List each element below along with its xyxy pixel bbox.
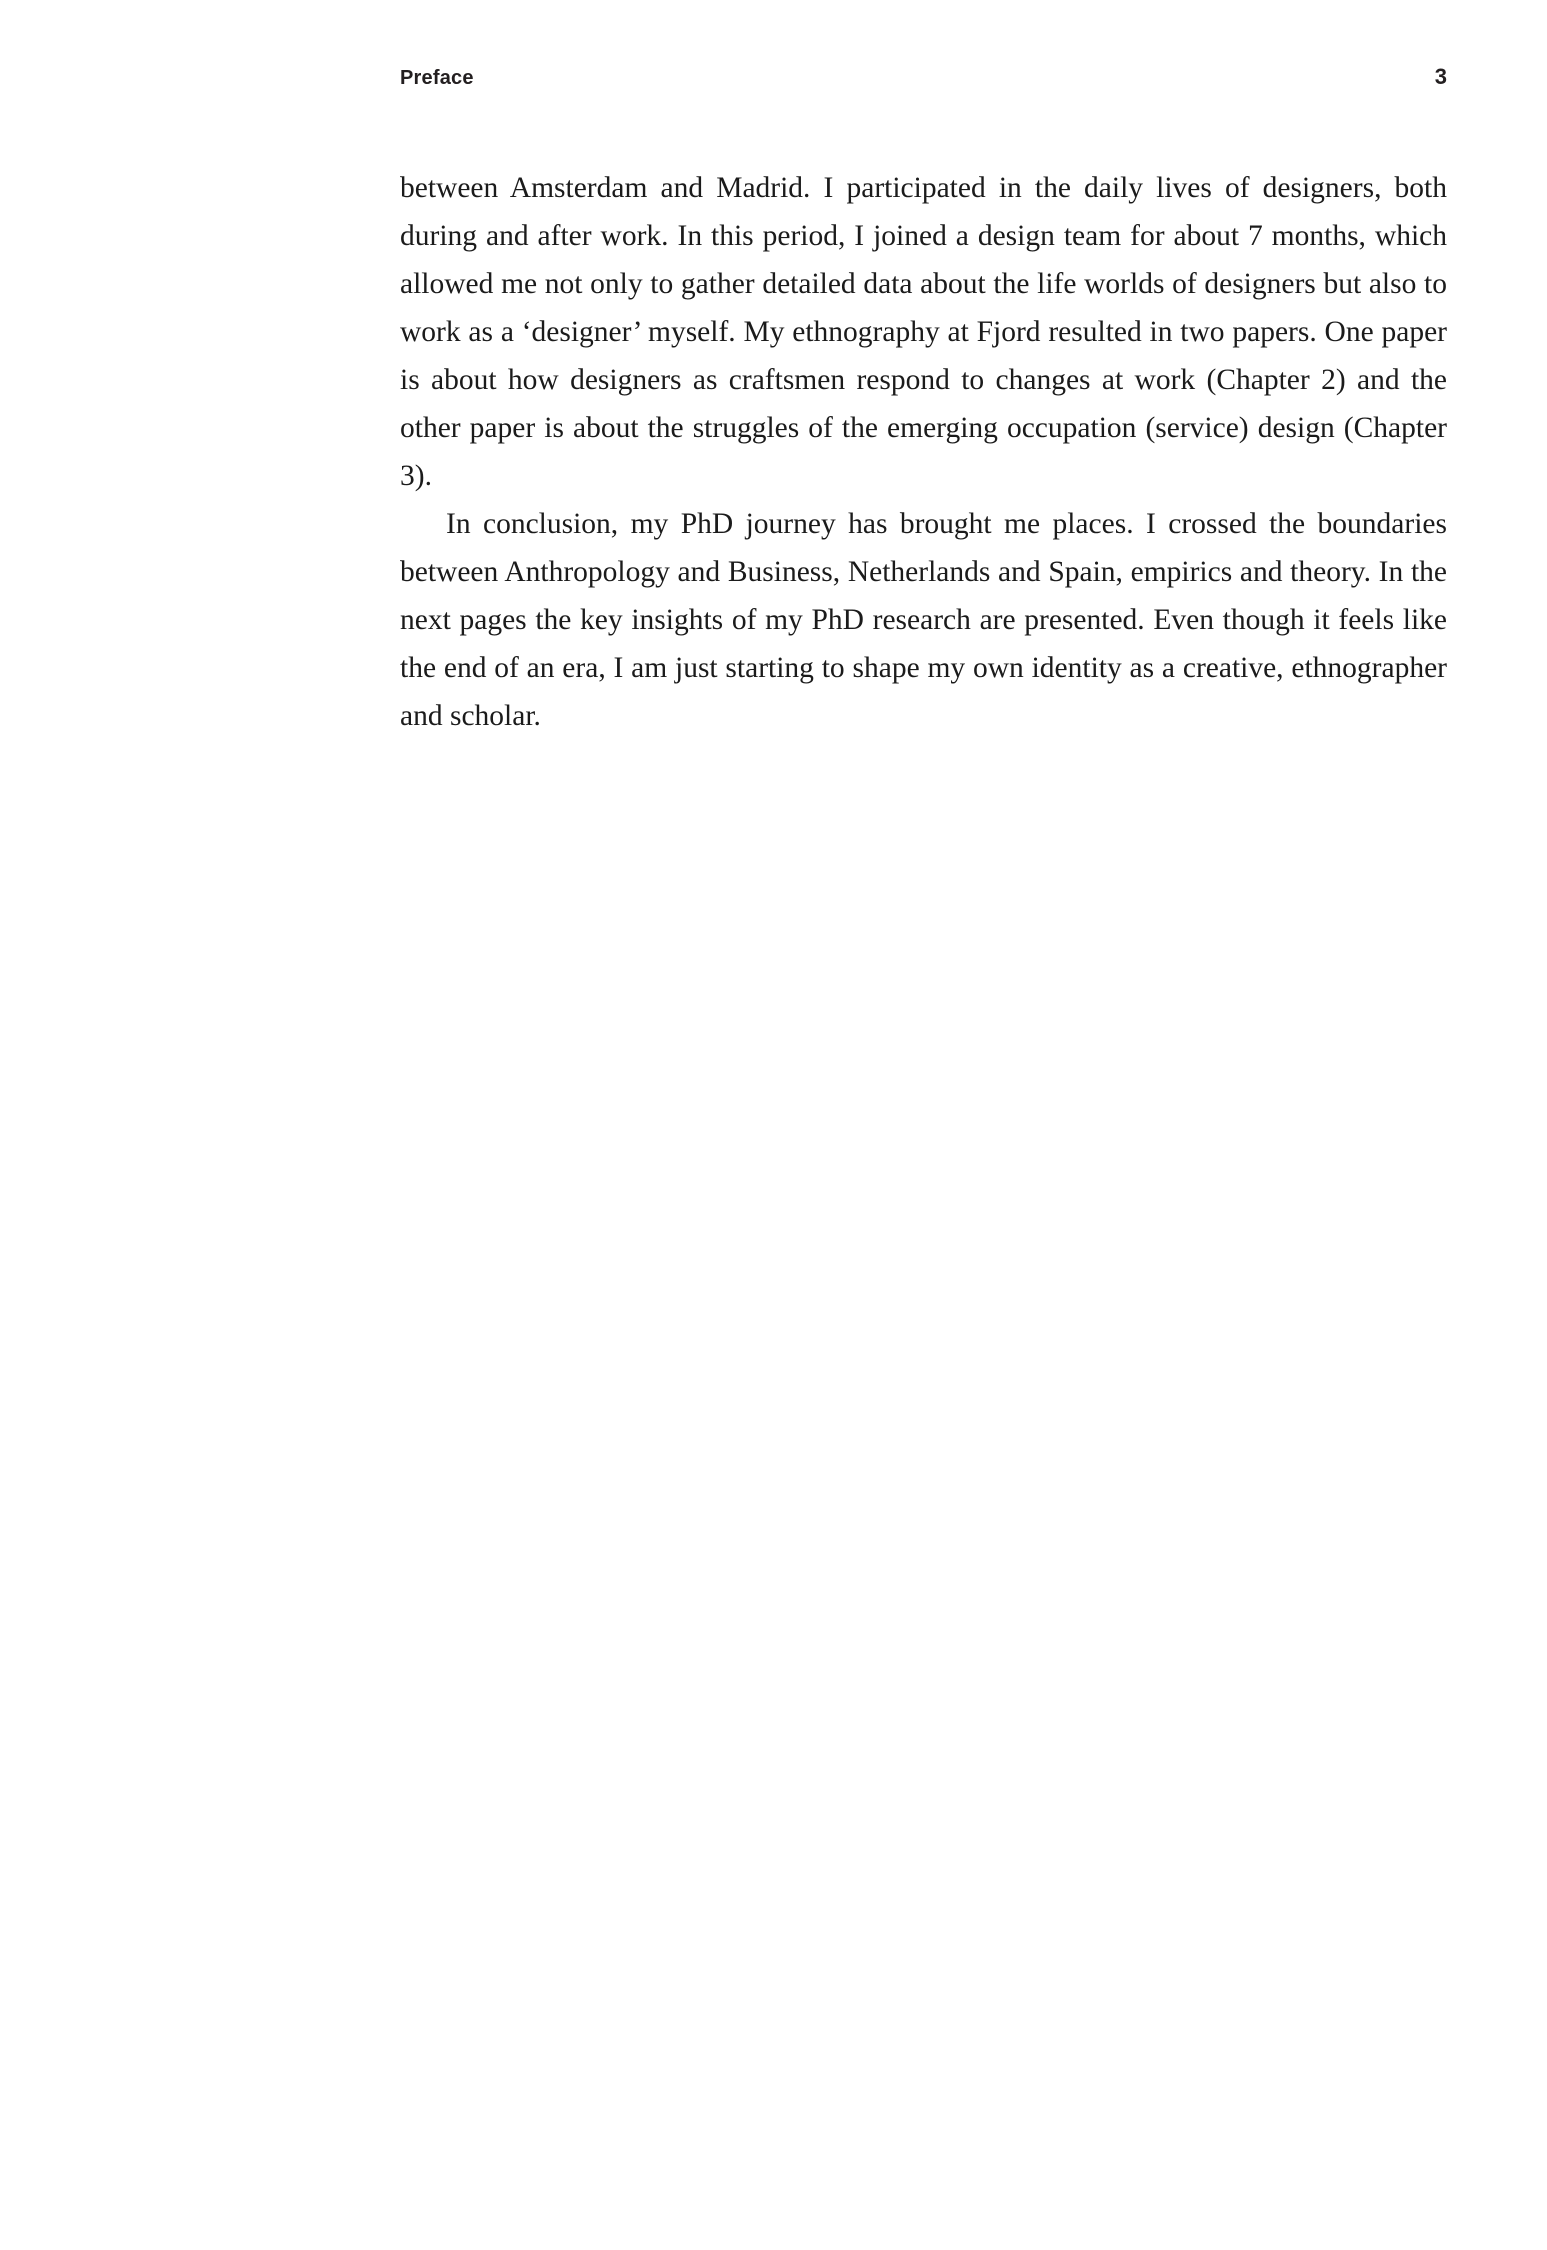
paragraph: between Amsterdam and Madrid. I participated in the daily lives of designers, both during and after work. In this period, I joined a design team for about 7 months, which allowed me not only to gather detailed data about the life worlds of designers but also to work as a ‘designer’ myself. My ethnography at Fjord resulted in two papers. One paper is about how designers as craftsmen respond to changes at work (Chapter 2) and the other paper is about the struggles of the emerging occupation (service) design (Chapter 3).	[400, 172, 1447, 492]
page-number: 3	[1434, 64, 1447, 89]
running-head-title: Preface	[400, 67, 474, 89]
paragraph: In conclusion, my PhD journey has brought me places. I crossed the boundaries between Anthropology and Business, Netherlands and Spain, empirics and theory. In the next pages the key insights of my PhD research are presented. Even though it feels like the end of an era, I am just starting to shape my own identity as a creative, ethnographer and scholar.	[400, 508, 1447, 732]
running-head	[400, 64, 1447, 90]
body-text	[400, 164, 1447, 740]
